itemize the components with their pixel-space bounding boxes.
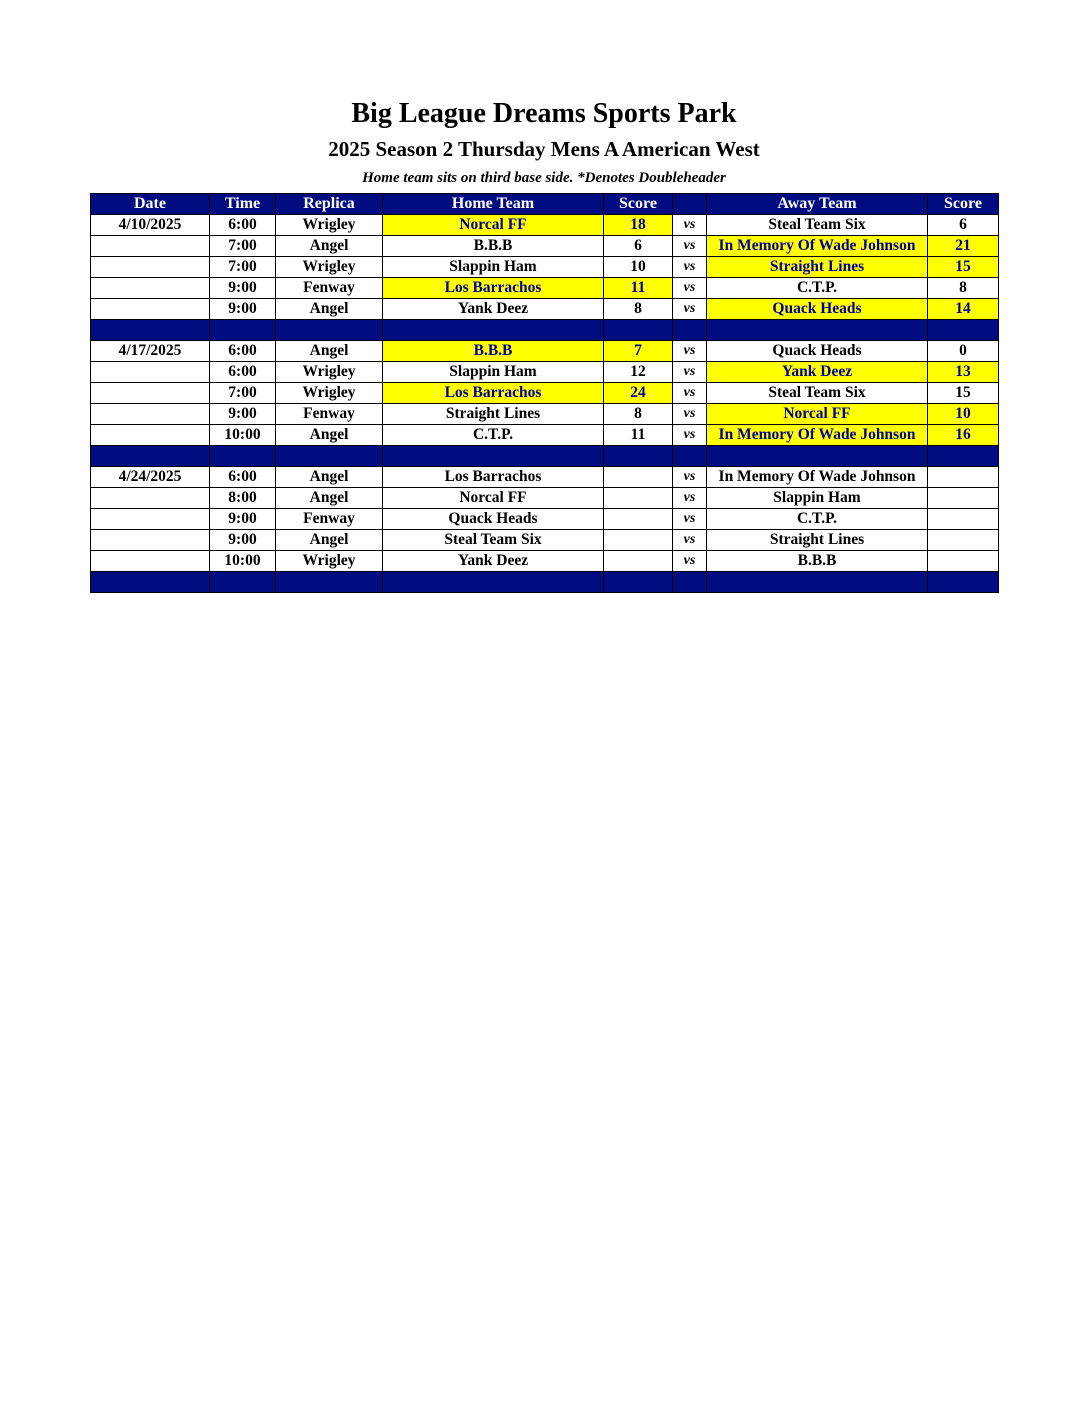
game-replica: Angel: [276, 488, 383, 509]
vs-label: vs: [673, 362, 707, 383]
separator-cell: [928, 572, 999, 593]
game-date: [91, 278, 210, 299]
game-time: 7:00: [210, 383, 276, 404]
page-subtitle: 2025 Season 2 Thursday Mens A American West: [328, 137, 760, 161]
away-team: C.T.P.: [707, 509, 928, 530]
vs-label: vs: [673, 278, 707, 299]
home-score: [604, 467, 673, 488]
game-replica: Wrigley: [276, 257, 383, 278]
separator-cell: [383, 572, 604, 593]
game-replica: Angel: [276, 236, 383, 257]
separator-cell: [210, 446, 276, 467]
away-team: Norcal FF: [707, 404, 928, 425]
separator-cell: [276, 572, 383, 593]
game-replica: Wrigley: [276, 362, 383, 383]
game-date: [91, 551, 210, 572]
game-replica: Angel: [276, 341, 383, 362]
game-row: [91, 509, 999, 530]
col-date: Date: [91, 194, 210, 215]
home-team: B.B.B: [383, 341, 604, 362]
away-team: Straight Lines: [707, 257, 928, 278]
header-row: [91, 194, 999, 215]
home-score: 24: [604, 383, 673, 404]
home-team: Los Barrachos: [383, 467, 604, 488]
away-team: In Memory Of Wade Johnson: [707, 467, 928, 488]
game-replica: Wrigley: [276, 551, 383, 572]
game-time: 10:00: [210, 551, 276, 572]
separator-cell: [673, 446, 707, 467]
vs-label: vs: [673, 467, 707, 488]
schedule-note: Home team sits on third base side. *Denotes Doubleheader: [362, 170, 726, 186]
page-title: Big League Dreams Sports Park: [351, 98, 737, 129]
home-team: Yank Deez: [383, 551, 604, 572]
vs-label: vs: [673, 488, 707, 509]
home-score: 10: [604, 257, 673, 278]
away-team: Quack Heads: [707, 299, 928, 320]
vs-label: vs: [673, 404, 707, 425]
separator-cell: [91, 572, 210, 593]
game-replica: Wrigley: [276, 383, 383, 404]
game-date: [91, 383, 210, 404]
game-row: [91, 341, 999, 362]
home-score: 11: [604, 425, 673, 446]
separator-cell: [276, 446, 383, 467]
away-score: 21: [928, 236, 999, 257]
game-replica: Angel: [276, 530, 383, 551]
separator-cell: [928, 320, 999, 341]
home-score: [604, 551, 673, 572]
away-team: Yank Deez: [707, 362, 928, 383]
vs-label: vs: [673, 383, 707, 404]
home-score: 12: [604, 362, 673, 383]
away-team: B.B.B: [707, 551, 928, 572]
game-row: [91, 257, 999, 278]
vs-label: vs: [673, 425, 707, 446]
separator-cell: [707, 572, 928, 593]
vs-label: vs: [673, 215, 707, 236]
game-row: [91, 236, 999, 257]
home-team: Yank Deez: [383, 299, 604, 320]
col-time: Time: [210, 194, 276, 215]
separator-cell: [604, 572, 673, 593]
home-team: Los Barrachos: [383, 383, 604, 404]
separator-cell: [673, 572, 707, 593]
away-score: 16: [928, 425, 999, 446]
home-team: Slappin Ham: [383, 362, 604, 383]
home-score: 7: [604, 341, 673, 362]
col-away-score: Score: [928, 194, 999, 215]
separator-cell: [707, 446, 928, 467]
away-score: 13: [928, 362, 999, 383]
vs-label: vs: [673, 509, 707, 530]
game-row: [91, 467, 999, 488]
home-score: [604, 509, 673, 530]
away-team: Slappin Ham: [707, 488, 928, 509]
away-team: In Memory Of Wade Johnson: [707, 236, 928, 257]
game-row: [91, 530, 999, 551]
game-time: 10:00: [210, 425, 276, 446]
game-date: 4/24/2025: [91, 467, 210, 488]
game-replica: Fenway: [276, 404, 383, 425]
home-score: [604, 530, 673, 551]
col-away-team: Away Team: [707, 194, 928, 215]
away-score: 15: [928, 383, 999, 404]
separator-cell: [928, 446, 999, 467]
game-row: [91, 278, 999, 299]
game-date: [91, 404, 210, 425]
vs-label: vs: [673, 299, 707, 320]
game-row: [91, 425, 999, 446]
game-date: 4/10/2025: [91, 215, 210, 236]
separator-cell: [91, 320, 210, 341]
game-time: 9:00: [210, 404, 276, 425]
col-replica: Replica: [276, 194, 383, 215]
separator-cell: [383, 320, 604, 341]
away-team: Quack Heads: [707, 341, 928, 362]
vs-label: vs: [673, 530, 707, 551]
col-home-team: Home Team: [383, 194, 604, 215]
home-team: Steal Team Six: [383, 530, 604, 551]
game-time: 7:00: [210, 257, 276, 278]
game-date: [91, 257, 210, 278]
game-time: 8:00: [210, 488, 276, 509]
separator-cell: [383, 446, 604, 467]
away-score: 8: [928, 278, 999, 299]
game-date: [91, 362, 210, 383]
separator-cell: [210, 572, 276, 593]
vs-label: vs: [673, 236, 707, 257]
away-score: 6: [928, 215, 999, 236]
week-separator: [91, 572, 999, 593]
home-team: Straight Lines: [383, 404, 604, 425]
game-row: [91, 383, 999, 404]
game-time: 7:00: [210, 236, 276, 257]
game-row: [91, 299, 999, 320]
game-time: 6:00: [210, 341, 276, 362]
schedule-table: [90, 193, 999, 593]
home-score: 8: [604, 404, 673, 425]
vs-label: vs: [673, 551, 707, 572]
game-row: [91, 404, 999, 425]
separator-cell: [604, 320, 673, 341]
game-replica: Angel: [276, 467, 383, 488]
game-replica: Angel: [276, 425, 383, 446]
home-team: Quack Heads: [383, 509, 604, 530]
week-separator: [91, 446, 999, 467]
week-separator: [91, 320, 999, 341]
away-team: Straight Lines: [707, 530, 928, 551]
separator-cell: [276, 320, 383, 341]
home-team: Norcal FF: [383, 215, 604, 236]
away-team: C.T.P.: [707, 278, 928, 299]
col-home-score: Score: [604, 194, 673, 215]
game-row: [91, 551, 999, 572]
game-time: 9:00: [210, 509, 276, 530]
separator-cell: [604, 446, 673, 467]
away-score: 0: [928, 341, 999, 362]
away-score: 14: [928, 299, 999, 320]
home-team: Norcal FF: [383, 488, 604, 509]
game-time: 9:00: [210, 278, 276, 299]
away-team: Steal Team Six: [707, 383, 928, 404]
away-score: 10: [928, 404, 999, 425]
game-time: 9:00: [210, 299, 276, 320]
game-date: [91, 236, 210, 257]
game-time: 6:00: [210, 362, 276, 383]
home-score: 18: [604, 215, 673, 236]
game-row: [91, 215, 999, 236]
away-score: [928, 551, 999, 572]
away-score: 15: [928, 257, 999, 278]
game-row: [91, 488, 999, 509]
game-time: 6:00: [210, 467, 276, 488]
home-team: Slappin Ham: [383, 257, 604, 278]
away-score: [928, 467, 999, 488]
separator-cell: [707, 320, 928, 341]
away-score: [928, 530, 999, 551]
vs-label: vs: [673, 257, 707, 278]
away-team: Steal Team Six: [707, 215, 928, 236]
home-team: Los Barrachos: [383, 278, 604, 299]
separator-cell: [91, 446, 210, 467]
home-score: 8: [604, 299, 673, 320]
game-row: [91, 362, 999, 383]
game-date: [91, 299, 210, 320]
home-score: 6: [604, 236, 673, 257]
separator-cell: [210, 320, 276, 341]
home-team: B.B.B: [383, 236, 604, 257]
vs-label: vs: [673, 341, 707, 362]
game-time: 6:00: [210, 215, 276, 236]
game-date: 4/17/2025: [91, 341, 210, 362]
home-team: C.T.P.: [383, 425, 604, 446]
game-date: [91, 488, 210, 509]
game-replica: Angel: [276, 299, 383, 320]
away-score: [928, 509, 999, 530]
home-score: [604, 488, 673, 509]
col-vs: [673, 194, 707, 215]
separator-cell: [673, 320, 707, 341]
game-date: [91, 530, 210, 551]
game-replica: Fenway: [276, 509, 383, 530]
game-replica: Fenway: [276, 278, 383, 299]
game-replica: Wrigley: [276, 215, 383, 236]
game-date: [91, 509, 210, 530]
home-score: 11: [604, 278, 673, 299]
away-score: [928, 488, 999, 509]
away-team: In Memory Of Wade Johnson: [707, 425, 928, 446]
game-date: [91, 425, 210, 446]
game-time: 9:00: [210, 530, 276, 551]
